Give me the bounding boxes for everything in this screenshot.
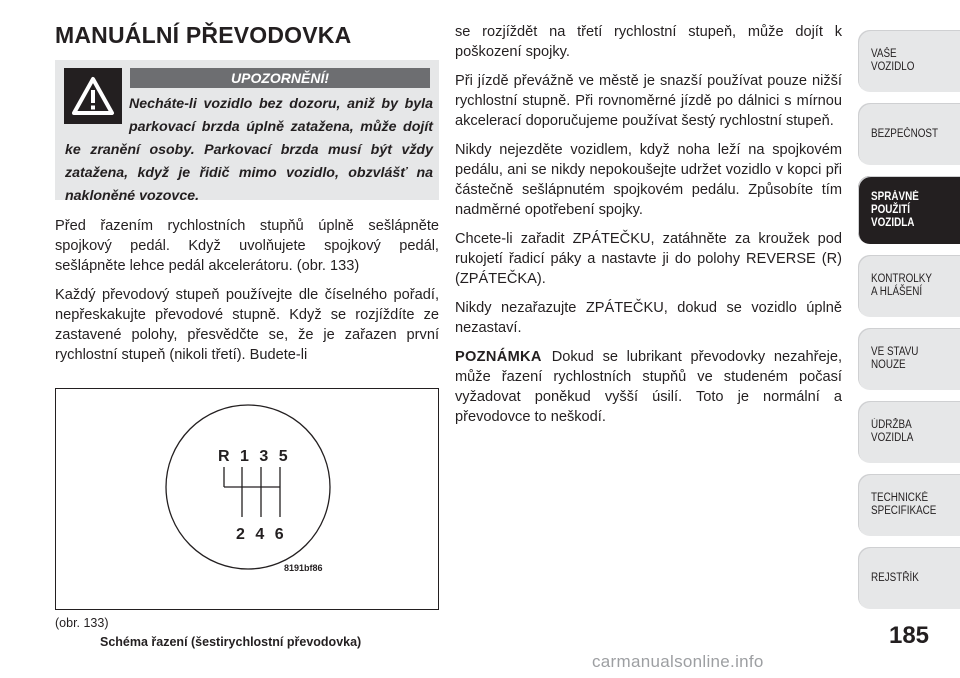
warning-text-block xyxy=(65,93,433,208)
tab-label: VE STAVU NOUZE xyxy=(871,346,919,371)
paragraph: Před řazením rychlostních stupňů úplně sešlápněte spojkový pedál. Když uvolňujete spojkový pedál, sešlápněte lehce pedál akcelerátoru. (obr. 133) xyxy=(55,218,439,274)
tab-vase-vozidlo[interactable] xyxy=(858,30,960,92)
warning-header: UPOZORNĚNÍ! xyxy=(130,68,430,88)
tab-label: TECHNICKÉ SPECIFIKACE xyxy=(871,492,937,517)
paragraph: se rozjíždět na třetí rychlostní stupeň, může dojít k poškození spojky. xyxy=(455,24,842,60)
tab-bezpecnost[interactable] xyxy=(858,103,960,165)
gear-labels-top: R 1 3 5 xyxy=(218,448,291,465)
page-number: 185 xyxy=(888,622,930,649)
section-tabs xyxy=(858,30,960,620)
page-title: MANUÁLNÍ PŘEVODOVKA xyxy=(55,22,352,48)
tab-kontrolky-a-hlaseni[interactable] xyxy=(858,255,960,317)
tab-label: BEZPEČNOST xyxy=(871,127,939,140)
note-paragraph xyxy=(455,347,842,427)
right-column xyxy=(455,22,842,436)
tab-label: SPRÁVNÉ POUŽITÍ VOZIDLA xyxy=(871,190,919,229)
figure-caption-number: (obr. 133) xyxy=(55,616,109,630)
tab-ve-stavu-nouze[interactable] xyxy=(858,328,960,390)
paragraph: Nikdy nejezděte vozidlem, když noha leží na spojkovém pedálu, ani se nikdy nepokoušejte udržet vozidlo v kopci při částečně sešlápnutém spojkovém pedálu. Způsobíte tím nadměrné opotřebení spojky. xyxy=(455,142,842,218)
figure-caption-title: Schéma řazení (šestirychlostní převodovka) xyxy=(100,635,362,649)
tab-rejstrik[interactable] xyxy=(858,547,960,609)
tab-technicke-specifikace[interactable] xyxy=(858,474,960,536)
paragraph: Nikdy nezařazujte ZPÁTEČKU, dokud se vozidlo úplně nezastaví. xyxy=(455,300,842,336)
gear-labels-bottom: 2 4 6 xyxy=(236,526,287,543)
gear-shift-diagram xyxy=(56,389,438,609)
gear-shift-pattern-figure xyxy=(55,388,439,610)
note-text: Dokud se lubrikant převodovky nezahřeje, může řazení rychlostních stupňů ve studeném počasí vyžadovat poněkud vyšší úsilí. Toto je normální a převodovce to neškodí. xyxy=(455,349,842,425)
left-column xyxy=(55,216,439,374)
tab-label: VAŠE VOZIDLO xyxy=(871,48,915,73)
warning-text: Necháte-li vozidlo bez dozoru, aniž by byla parkovací brzda úplně zatažena, může dojít ke zranění osoby. Parkovací brzda musí být vždy zatažena, když je řidič mimo vozidlo, obzvlášť na nakloněné vozovce. xyxy=(65,96,433,204)
tab-label: REJSTŘÍK xyxy=(871,571,919,584)
watermark: carmanualsonline.info xyxy=(592,652,764,671)
tab-label: ÚDRŽBA VOZIDLA xyxy=(871,419,914,444)
tab-spravne-pouziti-vozidla[interactable] xyxy=(858,176,960,244)
note-label: POZNÁMKA xyxy=(455,349,542,365)
paragraph: Chcete-li zařadit ZPÁTEČKU, zatáhněte za kroužek pod rukojetí řadicí páky a nastavte ji do polohy REVERSE (R) (ZPÁTEČKA). xyxy=(455,231,842,287)
tab-udrzba-vozidla[interactable] xyxy=(858,401,960,463)
paragraph: Při jízdě převážně ve městě je snazší používat pouze nižší rychlostní stupně. Při rovnoměrné jízdě po dálnici s mírnou akcelerací doporučujeme používat šestý rychlostní stupeň. xyxy=(455,73,842,129)
paragraph: Každý převodový stupeň používejte dle číselného pořadí, nepřeskakujte převodové stupně. Když se rozjíždíte ze zastavené polohy, přesvědčte se, že je zařazen první rychlostní stupeň (nikoli třetí). Budete-li xyxy=(55,287,439,363)
shift-gate-lines xyxy=(224,467,280,517)
warning-box xyxy=(55,60,439,204)
figure-code: 8191bf86 xyxy=(284,563,323,573)
tab-label: KONTROLKY A HLÁŠENÍ xyxy=(871,273,932,298)
